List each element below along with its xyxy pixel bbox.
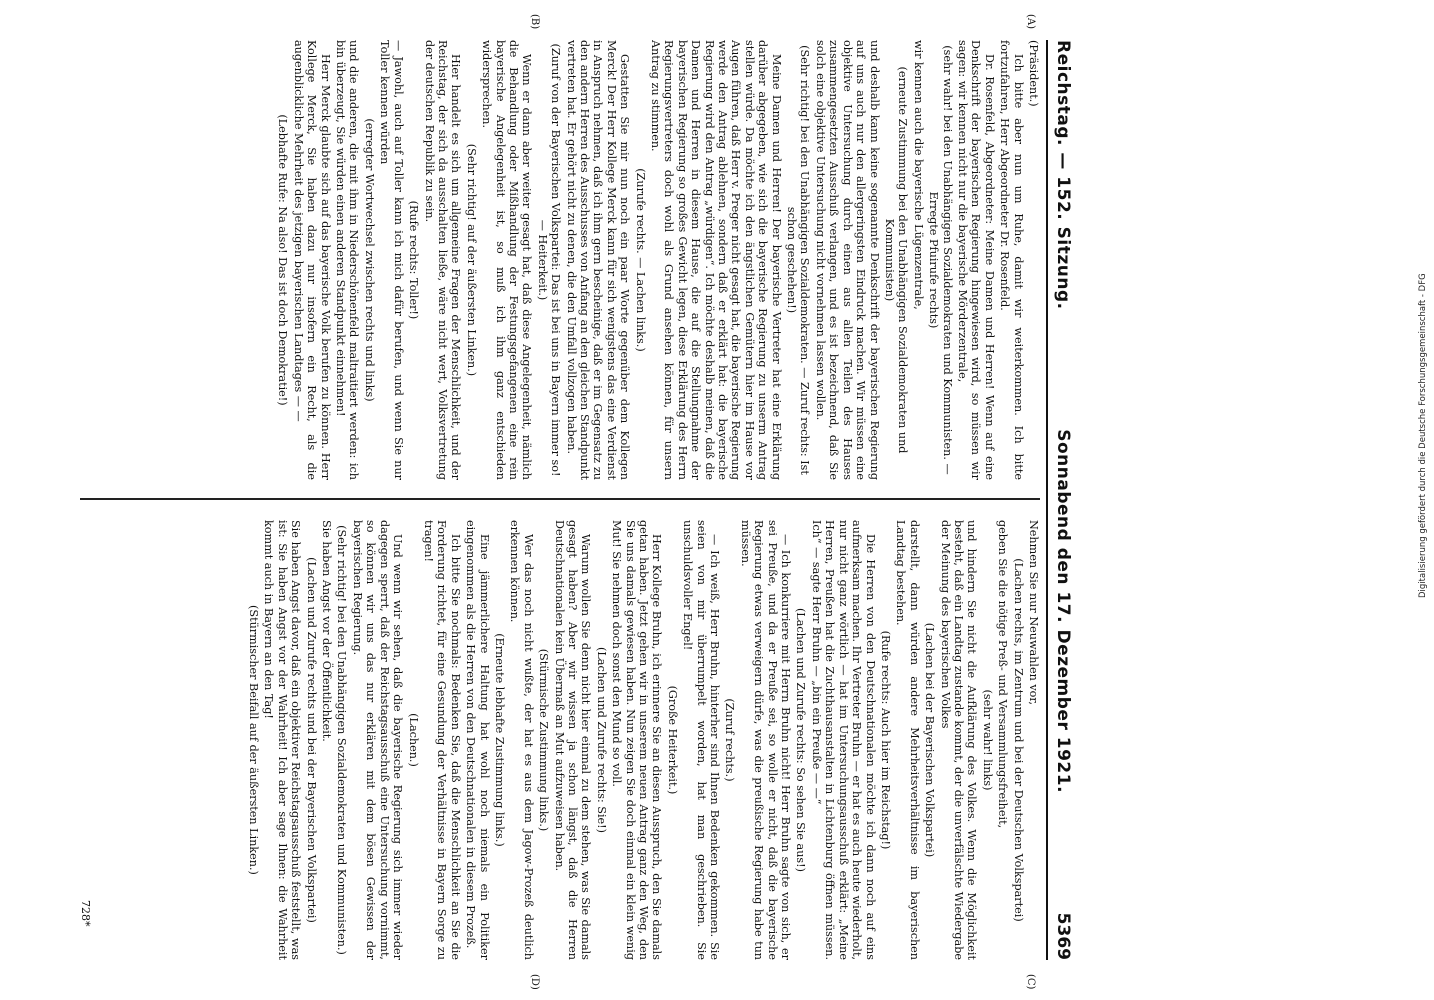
right-column-paragraph: Eine jämmerlichere Haltung hat wohl noch niemals ein Politiker eingenommen als die Herren von den Deutschnationalen in diesem Prozeß.: [464, 520, 491, 960]
right-column-paragraph: (Stürmischer Beifall auf der äußersten Linken.): [247, 605, 261, 875]
right-column-paragraph: (Lachen bei der Bayerischen Volkspartei): [923, 622, 937, 858]
left-column-paragraph: (Rufe rechts: Toller!): [407, 200, 421, 320]
margin-marker-b: (B): [529, 14, 540, 30]
left-column-paragraph: und deshalb kann keine sogenannte Denkschrift der bayerischen Regierung auf uns auch nur den allergeringsten Eindruck machen. Wir müssen eine objektive Untersuchung durch einen aus allen Teilen des Hauses zusammengesetzten Ausschuß verlangen, und es ist bezeichnend, daß Sie solch eine objektive Untersuchung nicht vornehmen lassen wollen.: [813, 40, 881, 480]
margin-marker-d: (D): [529, 974, 540, 990]
left-column-paragraph: und die anderen, die mit ihm in Niederschönenfeld maltraitiert werden: ich bin überzeugt, Sie würden einen anderen Standpunkt einnehmen!: [334, 40, 361, 480]
left-column-paragraph: (Sehr richtig! auf der äußersten Linken.): [464, 143, 478, 377]
right-column-paragraph: Wer das noch nicht wußte, der hat es aus dem Jagow-Prozeß deutlich erkennen können.: [508, 520, 535, 960]
left-column-paragraph: Wenn er dann aber weiter gesagt hat, daß diese Angelegenheit, nämlich die Behandlung oder Mißhandlung der Festungsgefangenen eine rein bayerische Angelegenheit ist, so muß ich ihm ganz entschieden widersprechen.: [480, 40, 534, 480]
right-column-paragraph: und hindern Sie nicht die Aufklärung des Volkes. Wenn die Möglichkeit besteht, daß ein Landtag zustande kommt, der die unverfälschte Wiedergabe der Meinung des bayerischen Volkes: [938, 520, 979, 960]
left-column-paragraph: Herr Merck glaubte sich auf das bayerische Volk berufen zu können. Herr Kollege Merck, Sie haben dazu nur insofern ein Recht, als die augenblickliche Mehrheit des jetzigen bayerischen Landtages — —: [291, 40, 332, 480]
right-column-paragraph: Sie haben Angst davor, daß ein objektiver Reichstagsausschuß feststellt, was ist: Sie haben Angst vor der Wahrheit! Ich aber sage Ihnen: die Wahrheit kommt auch in Bayern an den Tag!: [262, 520, 303, 960]
right-column-paragraph: Warum wollen Sie denn nicht hier einmal zu dem stehen, was Sie damals gesagt haben? Aber wir wissen ja schon längst, daß die Herren Deutschnationalen kein Übermaß an Mut aufzuweisen haben.: [552, 520, 593, 960]
right-column-paragraph: (Stürmische Zustimmung links.): [537, 648, 551, 832]
right-column-paragraph: (Lachen.): [406, 713, 420, 767]
right-column-paragraph: (Lachen und Zurufe rechts: So sehen Sie aus!): [794, 607, 808, 873]
right-text-column: [245, 520, 1040, 960]
left-column-paragraph: (sehr wahr! bei den Unabhängigen Sozialdemokraten und Kommunisten. — Erregte Pfuirufe rechts): [927, 45, 954, 475]
right-column-paragraph: (Rufe rechts: Auch hier im Reichstag!): [878, 630, 892, 850]
left-column-paragraph: Dr. Rosenfeld, Abgeordneter: Meine Damen und Herren! Wenn auf eine Denkschrift der bayerischen Regierung hingewiesen wird, so müssen wir sagen: wir kennen nicht nur die bayerische Mörderzentrale,: [955, 40, 996, 480]
header-page-number: 5369: [1053, 912, 1073, 960]
right-column-paragraph: darstellt, dann würden andere Mehrheitsverhältnisse im bayerischen Landtag bestehen.: [894, 520, 921, 960]
right-column-paragraph: Herr Kollege Bruhn, ich erinnere Sie an diesen Ausspruch, den Sie damals getan haben. Jetzt gehen wir in unserem neuen Antrag ganz den Weg, den Sie uns damals gewiesen haben. Nun zeigen Sie doch einmal ein klein wenig Mut! Sie nehmen doch sonst den Mund so voll.: [610, 520, 664, 960]
left-column-paragraph: (Zurufe rechts. — Lachen links.): [633, 168, 647, 352]
page-header: [1046, 40, 1078, 960]
left-column-paragraph: Ich bitte aber nun um Ruhe, damit wir weiterkommen. Ich bitte fortzufahren, Herr Abgeordneter Dr. Rosenfeld.: [998, 40, 1025, 480]
header-session-title: Reichstag. — 152. Sitzung.: [1053, 40, 1073, 310]
right-column-paragraph: (Sehr richtig! bei den Unabhängigen Sozialdemokraten und Kommunisten.): [335, 525, 349, 955]
right-column-paragraph: (Zuruf rechts.): [723, 698, 737, 782]
margin-marker-c: (C): [1025, 974, 1036, 990]
left-column-paragraph: wir kennen auch die bayerische Lügenzentrale,: [911, 40, 925, 310]
left-column-paragraph: (erneute Zustimmung bei den Unabhängigen Sozialdemokraten und Kommunisten): [882, 66, 910, 454]
left-column-paragraph: (Sehr richtig! bei den Unabhängigen Sozialdemokraten. — Zuruf rechts: Ist schon geschehen!): [785, 45, 812, 475]
right-column-paragraph: (Große Heiterkeit.): [665, 685, 679, 795]
left-column-paragraph: Gestatten Sie mir nun noch ein paar Worte gegenüber dem Kollegen Merck! Der Herr Kollege Merck kann für sich wenigstens das eine Verdienst in Anspruch nehmen, daß ich ihm gern bescheinige, daß er im Gegensatz zu den andern Herren des Ausschusses von Anfang an den gleichen Standpunkt vertreten hat. Er gehört nicht zu denen, die den Umfall vollzogen haben.: [564, 40, 632, 480]
document-sheet: [60, 0, 1100, 1000]
right-column-paragraph: Ich bitte Sie nochmals: Bedenken Sie, daß die Menschlichkeit an Sie die Forderung richtet, für eine Gesundung der Verhältnisse in Bayern Sorge zu tragen!: [421, 520, 462, 960]
margin-marker-a: (A): [1025, 14, 1036, 30]
left-column-paragraph: Meine Damen und Herren! Der bayerische Vertreter hat eine Erklärung darüber abgegeben, wie sich die bayerische Regierung zu unserm Antrag stellen würde. Da möchte ich den ängstlichen Gemütern hier im Hause vor Augen führen, daß Herr v. Preger nicht gesagt hat, die bayerische Regierung werde den Antrag ablehnen, sondern daß er erklärt hat: die bayerische Regierung wird den Antrag „würdigen“. Ich möchte deshalb meinen, daß die Damen und Herren in diesem Hause, die auf die Stellungnahme der bayerischen Regierung so großes Gewicht legen, diese Erklärung des Herrn Regierungsvertreters doch wohl als Grund ansehen können, für unsern Antrag zu stimmen.: [649, 40, 783, 480]
right-column-paragraph: — Ich konkurriere mit Herrn Bruhn nicht! Herr Bruhn sagte von sich, er sei Preuße, und da er Preuße sei, so wolle er nicht, daß die bayerische Regierung etwas verweigern dürfe, was die preußische Regierung habe tun müssen.: [738, 520, 793, 960]
right-column-paragraph: Sie haben Angst vor der Öffentlichkeit.: [320, 520, 334, 742]
right-column-paragraph: Nehmen Sie nur Neuwahlen vor,: [1027, 520, 1040, 706]
right-column-paragraph: Die Herren von den Deutschnationalen möchte ich dann noch auf eins aufmerksam machen. Ihr Vertreter Bruhn — er hat es auch heute wiederholt, nur nicht ganz wörtlich — hat im Untersuchungsausschuß erklärt: „Meine Herren, Preußen hat die Zuchthausanstalten in Lichtenburg öffnen müssen. Ich“ — sagte Herr Bruhn — „bin ein Preuße — —“: [809, 520, 877, 960]
right-column-paragraph: (Lachen und Zurufe rechts und bei der Bayerischen Volkspartei): [304, 557, 318, 923]
left-column-paragraph: (Lebhafte Rufe: Na also! Das ist doch Demokratie!): [276, 114, 290, 406]
right-column-paragraph: — Ich weiß, Herr Bruhn, hinterher sind Ihnen Bedenken gekommen. Sie seien von mir überrumpelt worden, hat man geschrieben. Sie unschuldsvoller Engel!: [681, 520, 722, 960]
right-column-paragraph: geben Sie die nötige Preß- und Versammlungsfreiheit,: [996, 520, 1010, 829]
right-column-paragraph: (Lachen rechts, im Zentrum und bei der Deutschen Volkspartei): [1011, 558, 1025, 922]
left-column-paragraph: (erregter Wortwechsel zwischen rechts und links): [362, 118, 376, 402]
header-date: Sonnabend den 17. Dezember 1921.: [1053, 429, 1073, 794]
right-column-paragraph: (sehr wahr! links): [980, 689, 994, 791]
left-column-paragraph: (Zuruf von der Bayerischen Volkspartei: Das ist bei uns in Bayern immer so! — Heiterkeit.): [535, 43, 563, 477]
right-column-paragraph: Und wenn wir sehen, daß die bayerische Regierung sich immer wieder dagegen sperrt, daß der Reichstagsausschuß eine Untersuchung vornimmt, so können wir uns das nur erklären mit dem bösen Gewissen der bayerischen Regierung.: [350, 520, 405, 960]
right-column-paragraph: (Lachen und Zurufe rechts: Sie!): [594, 646, 608, 834]
column-divider: [80, 498, 1040, 500]
right-column-paragraph: (Erneute lebhafte Zustimmung links.): [492, 633, 506, 847]
left-text-column: [274, 40, 1040, 480]
left-column-paragraph: — Jawohl, auch auf Toller kann ich mich dafür berufen, und wenn Sie nur Toller kennen würden: [378, 40, 405, 480]
left-column-paragraph: (Präsident.): [1027, 40, 1040, 107]
left-column-paragraph: Hier handelt es sich um allgemeine Fragen der Menschlichkeit, und der Reichstag, der sich da ausschalten ließe, wäre nicht wert, Volksvertretung der deutschen Republik zu sein.: [422, 40, 463, 480]
footer-signature-number: 728*: [79, 900, 92, 927]
digitization-note: Digitalisierung gefördert durch die Deutsche Forschungsgemeinschaft - DFG: [1418, 273, 1428, 598]
